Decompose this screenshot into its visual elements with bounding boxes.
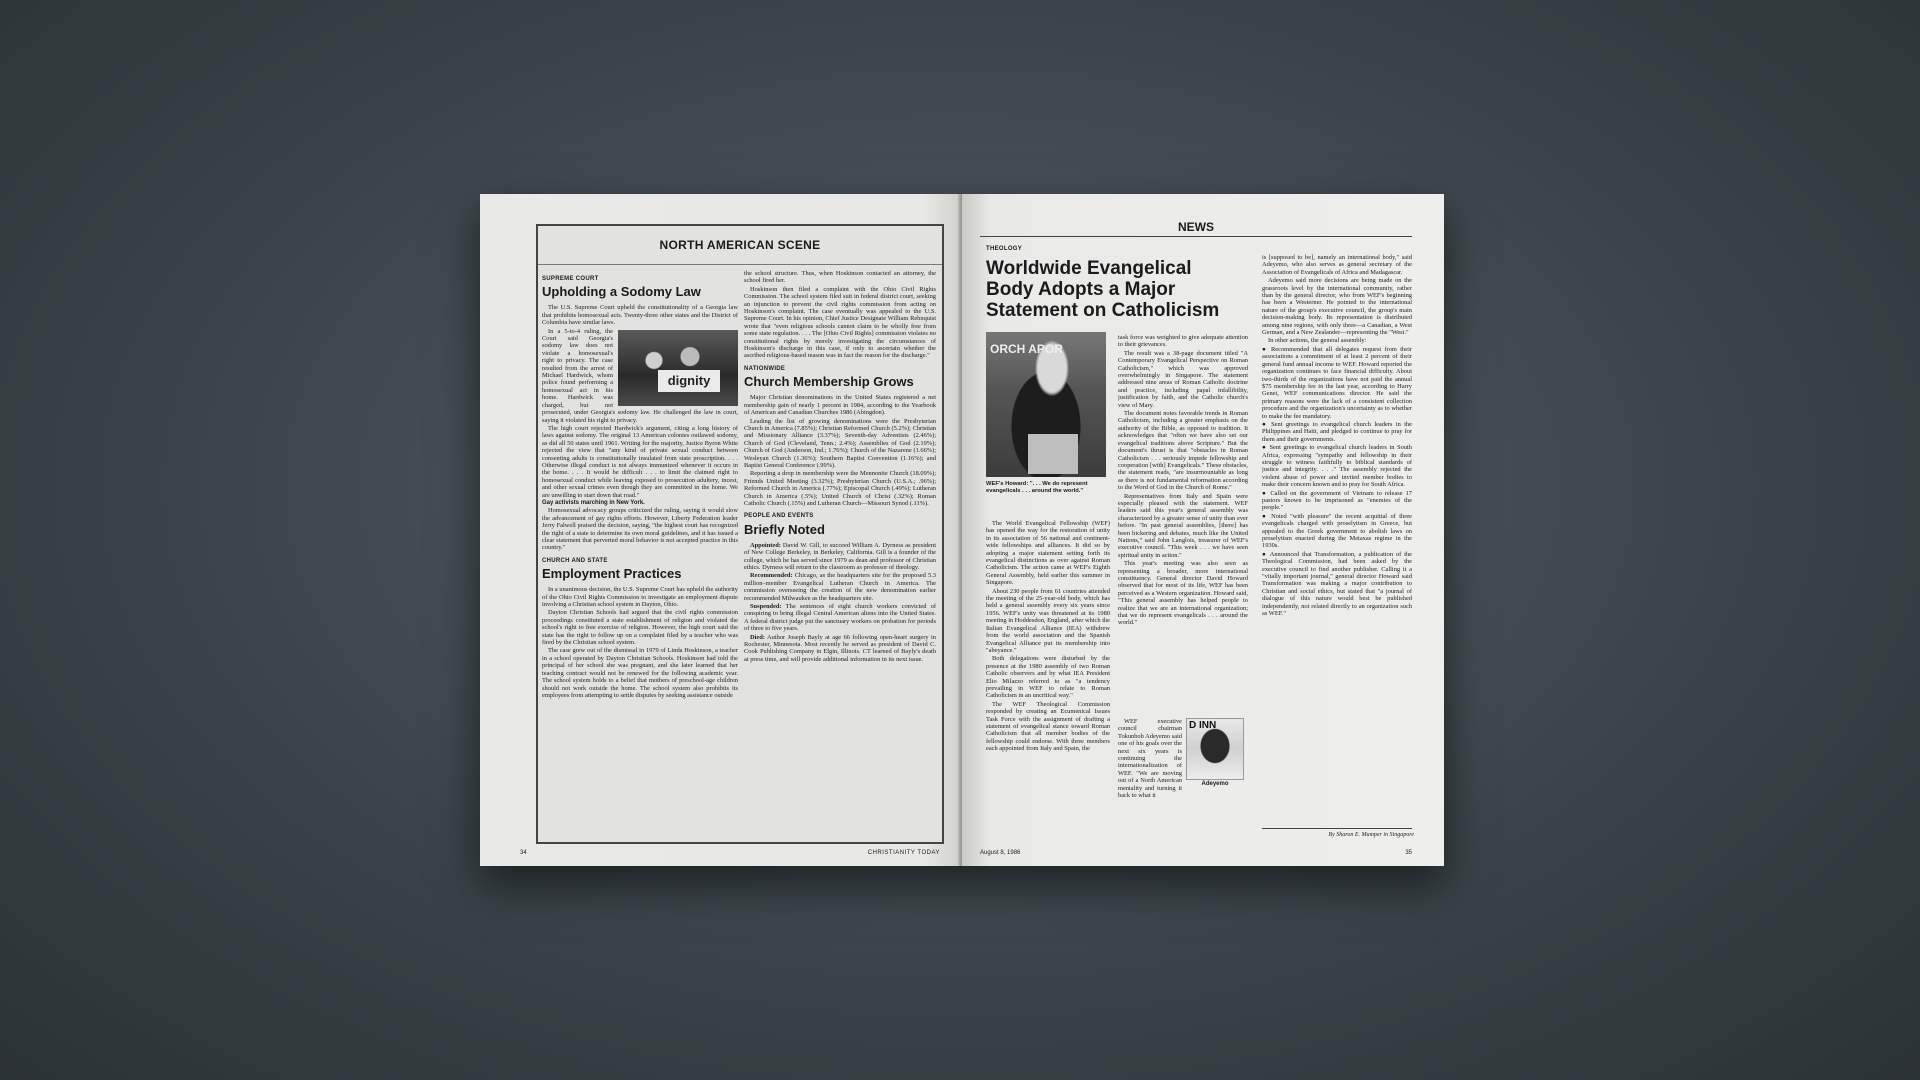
news-paragraph: The World Evangelical Fellowship (WEF) has opened the way for the restoration of unity in its association of 56 national and continent-wide fellowships and alliances. It did so by adopting a major statement setting forth its evangelical distinctions as over against Roman Catholicism. The action came at WEF's Eighth General Assembly, held earlier this summer in Singapore. bbox=[986, 520, 1110, 587]
news-label: NEWS bbox=[1178, 220, 1214, 234]
north-american-scene-box bbox=[536, 224, 944, 844]
gay-activists-photo bbox=[618, 330, 738, 406]
news-paragraph: is [supposed to be], namely an international body," said Adeyemo, who also serves as general secretary of the Association of Evangelicals of Africa and Madagascar. bbox=[1262, 254, 1412, 276]
photo-sign: ORCH APOR bbox=[990, 342, 1063, 356]
right-column-3 bbox=[1262, 254, 1412, 826]
news-paragraph: Adeyemo said more decisions are being made on the grassroots level by the international community, rather than by the general director, who from WEF's beginning has been a Westerner. He pointed to the international nature of the group's executive council, the group's main decision-making body. Its representation is distributed among nine regions, with only three—a Canadian, a West German, and a New Zealander—representing the "West." bbox=[1262, 277, 1412, 337]
main-headline: Worldwide Evangelical Body Adopts a Major Statement on Catholicism bbox=[986, 258, 1220, 321]
photo-banner: dignity bbox=[658, 370, 720, 392]
news-paragraph: The result was a 38-page document titled "A Contemporary Evangelical Perspective on Roman Catholicism," which was approved overwhelmingly in Singapore. The statement addressed nine areas of Roman Catholic doctrine and practice, including papal infallibility, justification by faith, and the Catholic church's view of Mary. bbox=[1118, 349, 1248, 409]
briefly-item bbox=[744, 634, 936, 664]
magazine-spread bbox=[480, 194, 1444, 866]
news-paragraph: This year's meeting was also seen as representing a broader, more international constituency. General director David Howard observed that for most of its life, WEF has been perceived as a Western organization. Howard said, "This general assembly has helped people to realize that we are an international organization; that we do represent evangelicals . . . around the world." bbox=[1118, 560, 1248, 627]
right-folio bbox=[980, 850, 1412, 856]
article2-paragraph: the school structure. Thus, when Hoskinson contacted an attorney, the school fired her. bbox=[744, 270, 936, 285]
article3-paragraph: Major Christian denominations in the United States registered a net membership gain of nearly 1 percent in 1984, according to the Yearbook of American and Canadian Churches 1986 (Abingdon). bbox=[744, 394, 936, 417]
byline-rule bbox=[1262, 828, 1412, 829]
left-folio bbox=[520, 850, 940, 856]
article2-paragraph: In a unanimous decision, the U.S. Supreme Court has upheld the authority of the Ohio Civil Rights Commission to investigate an employment dispute involving a Christian school system in Dayton, Ohio. bbox=[542, 586, 738, 609]
action-bullet: ● Noted "with pleasure" the recent acquittal of three evangelicals charged with proselytism in Greece, but appealed to the Greek government to abolish laws on proselytism enacted during the Metaxas regime in the 1930s. bbox=[1262, 512, 1412, 550]
theology-kicker: THEOLOGY bbox=[986, 246, 1023, 252]
howard-caption: WEF's Howard: ". . . We do represent evangelicals . . . around the world." bbox=[986, 481, 1088, 494]
news-paragraph: About 230 people from 61 countries attended the meeting of the 25-year-old body, which has held a general assembly every six years since 1956. WEF's unity was threatened at its 1980 meeting in Hoddesdon, England, after which the Italian Evangelical Alliance (IEA) withdrew from the world association and the Spanish Evangelical Alliance put its membership into "abeyance." bbox=[986, 587, 1110, 654]
briefly-label: Died: bbox=[750, 633, 765, 641]
briefly-label: Recommended: bbox=[750, 572, 793, 580]
article3-headline: Church Membership Grows bbox=[744, 374, 914, 390]
right-column-2 bbox=[1118, 334, 1248, 714]
right-page bbox=[962, 194, 1444, 866]
adeyemo-caption: Adeyemo bbox=[1201, 781, 1229, 787]
magazine-name: CHRISTIANITY TODAY bbox=[867, 850, 940, 856]
action-bullet: ● Sent greetings to evangelical church leaders in the Philippines and Haiti, and pledged to continue to pray for them and their governments. bbox=[1262, 420, 1412, 443]
bullet-text: Noted "with pleasure" the recent acquittal of three evangelicals charged with proselytism in Greece, but appealed to the Greek government to abolish laws on proselytism enacted during the Metaxas regime in the 1930s. bbox=[1262, 512, 1412, 550]
howard-photo bbox=[986, 332, 1106, 477]
left-page bbox=[480, 194, 962, 866]
left-page-number: 34 bbox=[520, 850, 527, 856]
briefly-item bbox=[744, 542, 936, 572]
article1-kicker: SUPREME COURT bbox=[542, 276, 599, 282]
news-paragraph: task force was weighted to give adequate attention to their grievances. bbox=[1118, 334, 1248, 349]
adeyemo-photo bbox=[1186, 718, 1244, 780]
photo-caption: Gay activists marching in New York. bbox=[542, 499, 645, 506]
bullet-text: Recommended that all delegates request from their associations a commitment of at least 2 percent of their general fund annual income to WEF. Howard reported the organization continues to face financial difficulty. About two-thirds of the organizations have not paid the annual $75 membership fee in the last year, according to Harry Genet, WEF communications director. He said the primary reasons were the lack of a consistent collection procedure and the organization's uncertainty as to whether to make the fee mandatory. bbox=[1262, 345, 1412, 420]
briefly-item bbox=[744, 572, 936, 602]
action-bullet: ● Sent greetings to evangelical church leaders in South Africa, expressing "sympathy and fellowship in their struggle to witness faithfully to biblical standards of justice and integrity. . . ." The assembly rejected the violent abuse of power and invited member bodies to make their concern known and to pray for South Africa. bbox=[1262, 444, 1412, 489]
briefly-text: Author Joseph Bayly at age 66 following open-heart surgery in Rochester, Minnesota. Most recently he served as president of David C. Cook Publishing Company in Elgin, Illinois. CT learned of Bayly's death at press time, and will provide additional information in its next issue. bbox=[744, 633, 936, 663]
lectern bbox=[1028, 434, 1078, 474]
news-paragraph: WEF executive council chairman Tokunboh Adeyemo said one of his goals over the next six years is continuing the internationalization of WEF. "We are moving out of a North American mentality and turning it back to what it bbox=[1118, 718, 1182, 800]
article1-paragraph: Homosexual advocacy groups criticized the ruling, saying it would slow the advancement of gay rights efforts. However, Liberty Federation leader Jerry Falwell praised the decision, saying, "the highest court has recognized the right of a state to determine its own moral guidelines, and it has issued a clear statement that perverted moral behavior is not accepted practice in this country." bbox=[542, 507, 738, 552]
left-column-2 bbox=[744, 270, 936, 836]
briefly-text: Chicago, as the headquarters site for the proposed 5.3 million–member Evangelical Lutheran Church in America. The commission overseeing the creation of the new denomination earlier recommended Milwaukee as the headquarters site. bbox=[744, 572, 936, 602]
article2-paragraph: Dayton Christian Schools had argued that the civil rights commission proceedings constituted a state establishment of religion and violated the school's right to free exercise of religion. However, the high court said the state has the right to follow up on a complaint filed by a teacher who was fired by the Christian school system. bbox=[542, 609, 738, 647]
article1-paragraph: The high court rejected Hardwick's argument, citing a long history of laws against sodomy. The original 13 American colonies outlawed sodomy, as did all 50 states until 1961. Writing for the majority, Justice Byron White rejected the view that "any kind of private sexual conduct between consenting adults is constitutionally insulated from state proscription. . . . Otherwise illegal conduct is not always immunized whenever it occurs in the home. . . . It would be difficult . . . to limit the claimed right to homosexual conduct while leaving exposed to prosecution adultery, incest, and other sexual crimes even though they are committed in the home. We are unwilling to start down that road." bbox=[542, 424, 738, 499]
right-page-number: 35 bbox=[1405, 850, 1412, 856]
article2-headline: Employment Practices bbox=[542, 566, 682, 582]
right-column-1 bbox=[986, 520, 1110, 828]
briefly-text: The sentences of eight church workers convicted of conspiring to bring illegal Central American aliens into the United States. A federal district judge put the sanctuary workers on probation for periods of three to five years. bbox=[744, 603, 936, 633]
bullet-text: Sent greetings to evangelical church leaders in the Philippines and Haiti, and pledged to continue to pray for them and their governments. bbox=[1262, 420, 1412, 443]
article2-kicker: CHURCH AND STATE bbox=[542, 557, 608, 564]
byline: By Sharon E. Mumper in Singapore bbox=[1328, 832, 1414, 838]
bullet-text: Announced that Transformation, a publication of the Theological Commission, had been asked by the executive council to find another publisher. Calling it a "vitally important journal," general director Howard said Transformation was making a major contribution to Christian and social ethics, but stated that "a journal of dialogue of this nature would best be published independently, not related directly to an organization such as WEF." bbox=[1262, 550, 1412, 618]
article3-paragraph: Leading the list of growing denominations were the Presbyterian Church in America (7.85%); Christian Reformed Church (5.2%); Christian and Missionary Alliance (3.37%); Seventh-day Adventists (2.46%); Church of God (Cleveland, Tenn.; 2.4%); Assemblies of God (2.19%); Church of God (Anderson, Ind.; 1.76%); Church of the Nazarene (1.66%); Wesleyan Church (1.36%); Southern Baptist Convention (1.16%); and Baptist General Conference (.99%). bbox=[744, 417, 936, 469]
action-bullet: ● Recommended that all delegates request from their associations a commitment of at least 2 percent of their general fund annual income to WEF. Howard reported the organization continues to face financial difficulty. About two-thirds of the organizations have not paid the annual $75 membership fee in the last year, according to Harry Genet, WEF communications director. He said the primary reasons were the lack of a consistent collection procedure and the organization's uncertainty as to whether to make the fee mandatory. bbox=[1262, 345, 1412, 420]
news-rule bbox=[980, 236, 1412, 237]
article2-paragraph: Hoskinson then filed a complaint with the Ohio Civil Rights Commission. The school system filed suit in federal district court, seeking an injunction to prevent the civil rights commission from acting on Hoskinson's complaint. The case eventually was appealed to the U.S. Supreme Court. In his opinion, Chief Justice Designate William Rehnquist wrote that "even religious schools cannot claim to be wholly free from some state regulation. . . . The [Ohio Civil Rights] commission violates no constitutional rights by merely investigating the circumstances of Hoskinson's discharge in this case, if only to ascertain whether the ascribed religious-based reason was in fact the reason for the discharge." bbox=[744, 285, 936, 360]
action-bullet: ● Called on the government of Vietnam to release 17 pastors known to be imprisoned as "enemies of the people." bbox=[1262, 489, 1412, 512]
left-column-1 bbox=[542, 270, 738, 836]
news-paragraph: The WEF Theological Commission responded by creating an Ecumenical Issues Task Force with the assignment of drafting a statement of evangelical stance toward Roman Catholicism that all member bodies of the fellowship could endorse. With three members each appointed from Italy and Spain, the bbox=[986, 700, 1110, 753]
briefly-label: Appointed: bbox=[750, 541, 781, 549]
news-paragraph: In other actions, the general assembly: bbox=[1268, 337, 1367, 345]
article3-paragraph: Reporting a drop in membership were the Mennonite Church (18.09%); Friends United Meeting (3.32%); Presbyterian Church (U.S.A.; .96%); Reformed Church in America (.77%); Episcopal Church (.49%); Lutheran Church in America (.5%); United Church of Christ (.32%); Roman Catholic Church (.15%) and Lutheran Church—Missouri Synod (.11%). bbox=[744, 470, 936, 507]
briefly-text: David W. Gill, to succeed William A. Dyrness as president of New College Berkeley, in Berkeley, California. Gill is a founder of the college, which he has served since 1979 as dean and professor of Christian ethics. Dyrness will return to the classroom as professor of theology. bbox=[744, 541, 936, 571]
adeyemo-photo-sign: D INN bbox=[1189, 720, 1217, 731]
article3-kicker: NATIONWIDE bbox=[744, 365, 786, 372]
bullet-text: Called on the government of Vietnam to release 17 pastors known to be imprisoned as "enemies of the people." bbox=[1262, 489, 1412, 512]
briefly-item bbox=[744, 603, 936, 633]
article2-paragraph: The case grew out of the dismissal in 1979 of Linda Hoskinson, a teacher in a school operated by Dayton Christian Schools. Hoskinson had told the principal of her school she was pregnant, and she later learned that her teaching contract would not be renewed for the following academic year. The school system holds to a belief that mothers of preschool-age children should not work outside the home. The school system also prohibits its employees from attempting to settle disputes by seeking assistance outside bbox=[542, 647, 738, 699]
section-title: NORTH AMERICAN SCENE bbox=[538, 226, 942, 265]
issue-date: August 8, 1986 bbox=[980, 850, 1021, 856]
news-paragraph: The document notes favorable trends in Roman Catholicism, including a greater emphasis on the authority of the Bible, as opposed to tradition. It acknowledges that "often we have also set our evangelical traditions above Scripture." But the document's thrust is that "obstacles in Roman Catholicism . . . seriously impede fellowship and cooperation [with] Evangelicals." These obstacles, the statement reads, "are insurmountable as long as there is not fundamental reformation according to the Word of God in the Church of Rome." bbox=[1118, 410, 1248, 492]
right-column-2-wrap bbox=[1118, 718, 1182, 828]
article1-paragraph: In a 5-to-4 ruling, the Court said Georgia's sodomy law does not violate a homosexual's right to privacy. The case resulted from the arrest of Michael Hardwick, whom police found performing a homosexual act in his home. Hardwick was charged, but not prosecuted, under Georgia's sodomy law. He challenged the law in court, saying it violated his right to privacy. bbox=[542, 327, 738, 424]
bullet-text: Sent greetings to evangelical church leaders in South Africa, expressing "sympathy and fellowship in their struggle to witness faithfully to biblical standards of justice and integrity. . . ." The assembly rejected the violent abuse of power and invited member bodies to make their concern known and to pray for South Africa. bbox=[1262, 444, 1412, 489]
news-paragraph: Representatives from Italy and Spain were especially pleased with the statement. WEF leaders said this year's general assembly was characterized by a greater sense of unity than ever before. "In past general assemblies, [there] has been bickering and debates, much like the United Nations," said John Langlois, treasurer of WEF's executive council. "This week . . . we have seen spiritual unity in action." bbox=[1118, 492, 1248, 559]
article4-kicker: PEOPLE AND EVENTS bbox=[744, 513, 814, 520]
news-paragraph: Both delegations were disturbed by the presence at the 1980 assembly of two Roman Catholic observers and by what IEA President Elio Milazzo referred to as "a tendency prevailing in WEF to relate to Roman Catholicism in an uncritical way." bbox=[986, 655, 1110, 700]
article4-headline: Briefly Noted bbox=[744, 521, 825, 537]
article1-paragraph: The U.S. Supreme Court upheld the constitutionality of a Georgia law that prohibits homosexual acts. Twenty-three other states and the District of Columbia have similar laws. bbox=[542, 304, 738, 327]
action-bullet: ● Announced that Transformation, a publication of the Theological Commission, had been asked by the executive council to find another publisher. Calling it a "vitally important journal," general director Howard said Transformation was making a major contribution to Christian and social ethics, but stated that "a journal of dialogue of this nature would best be published independently, not related directly to an organization such as WEF." bbox=[1262, 550, 1412, 618]
briefly-label: Suspended: bbox=[750, 603, 782, 611]
article1-headline: Upholding a Sodomy Law bbox=[542, 284, 701, 300]
